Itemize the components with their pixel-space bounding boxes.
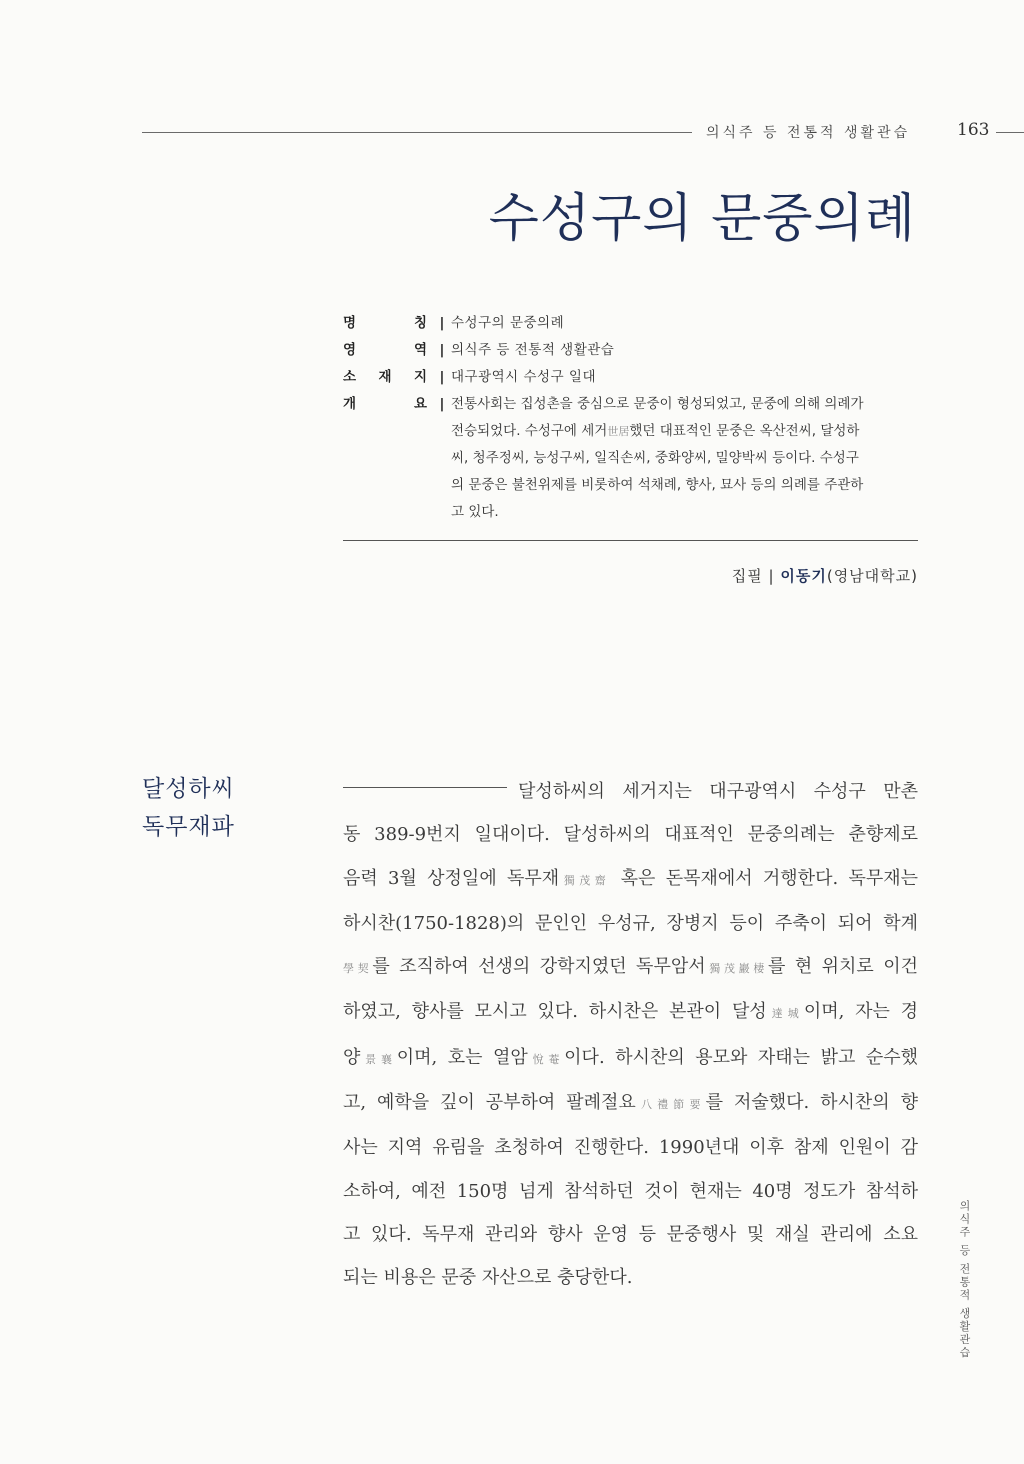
separator-bar: |	[768, 567, 781, 585]
separator-bar: |	[439, 369, 445, 385]
header-rule-right	[996, 132, 1024, 133]
info-row-summary	[343, 391, 918, 526]
section-heading	[142, 770, 235, 846]
section-heading-line: 독무재파	[142, 814, 235, 840]
summary-line: 의 문중은 불천위제를 비롯하여 석채례, 향사, 묘사 등의 의례를 주관하	[451, 477, 864, 493]
page-number: 163	[957, 120, 990, 140]
info-label	[343, 391, 433, 526]
body-line: 하시찬(1750-1828)의 문인인 우성규, 장병지 등이 주축이 되어 학계	[343, 912, 918, 934]
label-char: 재	[378, 369, 392, 385]
author-affiliation: (영남대학교)	[826, 567, 918, 585]
hanja-annotation: 達城	[766, 1007, 804, 1021]
body-line: 學契를 조직하여 선생의 강학지였던 독무암서獨茂巖棲를 현 위치로 이건	[343, 956, 918, 978]
info-label	[343, 310, 433, 337]
body-line: 사는 지역 유림을 초청하여 진행한다. 1990년대 이후 참제 인원이 감	[343, 1137, 918, 1159]
body-line: 하였고, 향사를 모시고 있다. 하시찬은 본관이 달성達城이며, 자는 경	[343, 1001, 918, 1023]
body-line: 양景襄이며, 호는 열암悅菴이다. 하시찬의 용모와 자태는 밝고 순수했	[343, 1046, 919, 1068]
summary-line: 전승되었다. 수성구에 세거世居했던 대표적인 문중은 옥산전씨, 달성하	[451, 423, 860, 439]
label-char: 지	[413, 369, 427, 385]
separator-bar: |	[439, 315, 445, 331]
page-title: 수성구의 문중의례	[488, 189, 916, 249]
separator-bar: |	[439, 342, 445, 358]
hanja-annotation: 悅菴	[527, 1052, 565, 1066]
label-char: 명	[343, 315, 357, 331]
author-credit	[732, 565, 918, 586]
author-name: 이동기	[780, 567, 827, 585]
info-label	[343, 364, 433, 391]
summary-text	[451, 391, 918, 526]
side-tab: 의식주 등 전통적 생활관습	[958, 1200, 971, 1360]
label-char: 영	[343, 342, 357, 358]
body-line: 달성하씨의 세거지는 대구광역시 수성구 만촌	[518, 781, 918, 802]
separator-bar: |	[439, 396, 445, 412]
body-line: 되는 비용은 문중 자산으로 충당한다.	[343, 1267, 633, 1289]
body-line: 음력 3월 상정일에 독무재獨茂齋 혹은 돈목재에서 거행한다. 독무재는	[343, 867, 919, 889]
info-value: 수성구의 문중의례	[451, 315, 565, 331]
hanja-annotation: 景襄	[360, 1052, 397, 1066]
hanja-annotation: 八禮節要	[635, 1098, 706, 1112]
body-line: 소하여, 예전 150명 넘게 참석하던 것이 현재는 40명 정도가 참석하	[343, 1180, 918, 1202]
hanja-annotation: 獨茂巖棲	[705, 962, 769, 976]
summary-line: 전통사회는 집성촌을 중심으로 문중이 형성되었고, 문중에 의해 의례가	[451, 396, 864, 412]
info-box	[343, 310, 918, 526]
info-row-domain	[343, 337, 918, 364]
summary-line: 씨, 청주정씨, 능성구씨, 일직손씨, 중화양씨, 밀양박씨 등이다. 수성구	[451, 450, 859, 466]
label-char: 소	[343, 369, 357, 385]
info-value: 대구광역시 수성구 일대	[451, 369, 596, 385]
info-value: 의식주 등 전통적 생활관습	[451, 342, 615, 358]
label-char: 요	[413, 396, 427, 412]
section-heading-line: 달성하씨	[142, 776, 235, 802]
header-rule-left	[142, 132, 692, 133]
info-row-name	[343, 310, 918, 337]
body-text	[343, 770, 918, 1300]
running-head: 의식주 등 전통적 생활관습	[706, 125, 911, 141]
info-label	[343, 337, 433, 364]
hanja-annotation: 世居	[607, 425, 630, 438]
author-label: 집필	[731, 567, 763, 585]
info-divider	[343, 540, 918, 541]
hanja-annotation: 學契	[343, 962, 373, 976]
label-char: 칭	[413, 315, 427, 331]
label-char: 역	[413, 342, 427, 358]
hanja-annotation: 獨茂齋	[559, 873, 611, 887]
body-line: 고 있다. 독무재 관리와 향사 운영 등 문중행사 및 재실 관리에 소요	[343, 1223, 918, 1245]
body-line: 동 389-9번지 일대이다. 달성하씨의 대표적인 문중의례는 춘향제로	[343, 824, 918, 846]
label-char: 개	[343, 396, 357, 412]
info-row-location	[343, 364, 918, 391]
summary-line: 고 있다.	[451, 504, 499, 520]
body-line: 고, 예학을 깊이 공부하여 팔례절요八禮節要를 저술했다. 하시찬의 향	[343, 1092, 918, 1114]
